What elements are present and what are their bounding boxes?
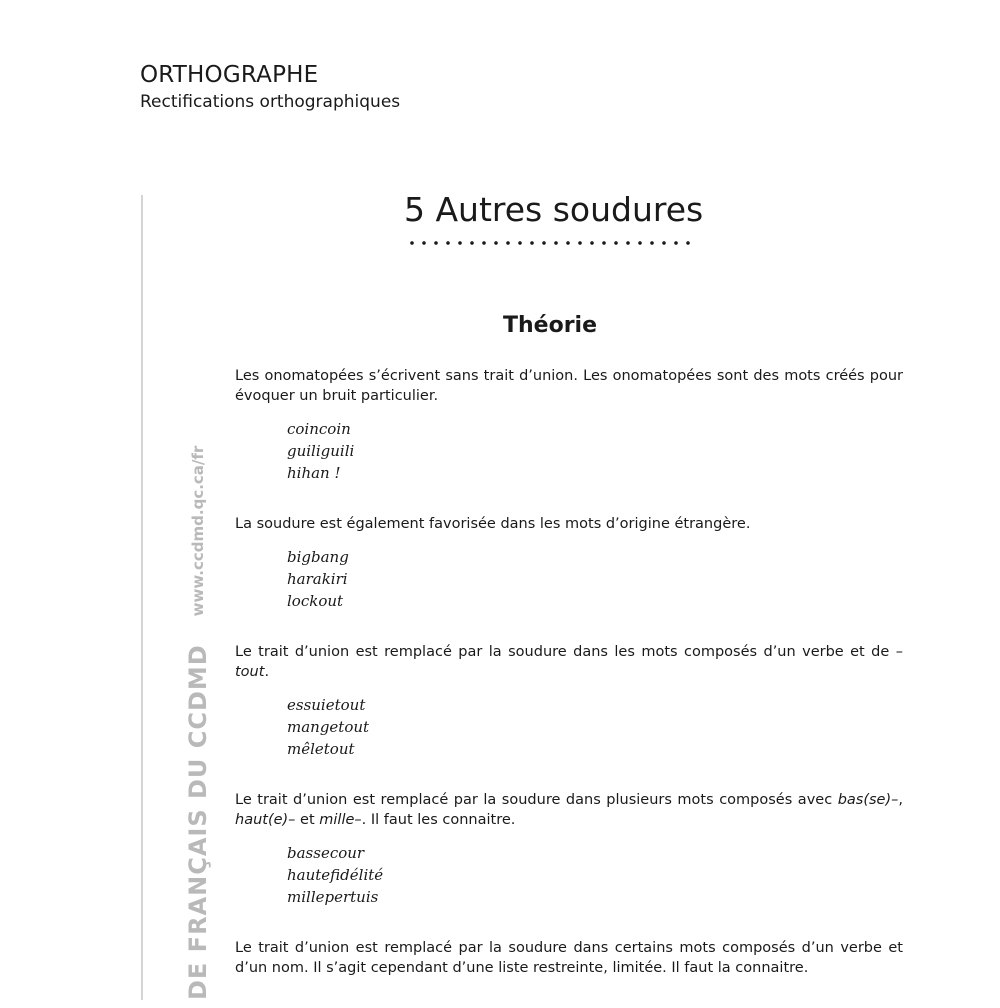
chapter-title-dotted-rule (406, 240, 694, 246)
example-list (287, 546, 903, 612)
rule-text-part: , (898, 792, 903, 808)
example-item: millepertuis (287, 888, 379, 906)
rule-text-part: Le trait d’union est remplacé par la soudure dans plusieurs mots composés avec (235, 792, 838, 808)
rule-block-foreign-words (235, 514, 903, 612)
rule-text-part: . Il faut les connaitre. (361, 812, 516, 828)
example-list (287, 694, 903, 760)
section-title: Théorie (502, 313, 597, 338)
rule-text (235, 642, 903, 682)
rule-text: Le trait d’union est remplacé par la soudure dans certains mots composés d’un verbe et d’un nom. Il s’agit cependant d’une liste restreinte, limitée. Il faut la connaitre. (235, 940, 903, 976)
rule-text-italic: bas(se)– (837, 792, 899, 808)
example-item: coincoin (287, 420, 351, 438)
rule-block-bas-haut-mille (235, 790, 903, 908)
rule-text-part: et (295, 812, 320, 828)
example-item: essuietout (287, 696, 366, 714)
example-item: mêletout (287, 740, 355, 758)
example-item: hautefidélité (287, 866, 384, 884)
rule-text-part: Le trait d’union est remplacé par la soudure dans les mots composés d’un verbe et de (235, 644, 896, 660)
chapter-title: 5 Autres soudures (404, 190, 704, 229)
sidebar-text (181, 446, 215, 1000)
rule-text: Les onomatopées s’écrivent sans trait d’union. Les onomatopées sont des mots créés pour évoquer un bruit particulier. (235, 368, 903, 404)
rule-text-italic: –tout (235, 644, 903, 680)
rule-text-part: . (264, 664, 270, 680)
example-item: bigbang (287, 548, 349, 566)
rule-text-italic: haut(e)– (235, 812, 296, 828)
example-item: mangetout (287, 718, 370, 736)
example-item: hihan ! (287, 464, 341, 482)
header-subtitle: Rectifications orthographiques (140, 92, 401, 112)
example-item: lockout (287, 592, 344, 610)
sidebar-main-text: DE FRANÇAIS DU CCDMD (184, 644, 212, 1000)
example-item: bassecour (287, 844, 365, 862)
example-list (287, 418, 903, 484)
rule-text: La soudure est également favorisée dans les mots d’origine étrangère. (235, 516, 751, 532)
rule-block-onomatopoeia (235, 366, 903, 484)
header-title: ORTHOGRAPHE (140, 62, 319, 88)
rule-text-italic: mille– (319, 812, 362, 828)
rule-block-verb-noun (235, 938, 903, 978)
page-header (140, 60, 400, 114)
theory-content (235, 366, 903, 1008)
example-item: guiliguili (287, 442, 355, 460)
rule-block-verb-tout (235, 642, 903, 760)
example-list (287, 842, 903, 908)
sidebar-url: www.ccdmd.qc.ca/fr (189, 445, 207, 617)
rule-text (235, 790, 903, 830)
example-item: harakiri (287, 570, 348, 588)
